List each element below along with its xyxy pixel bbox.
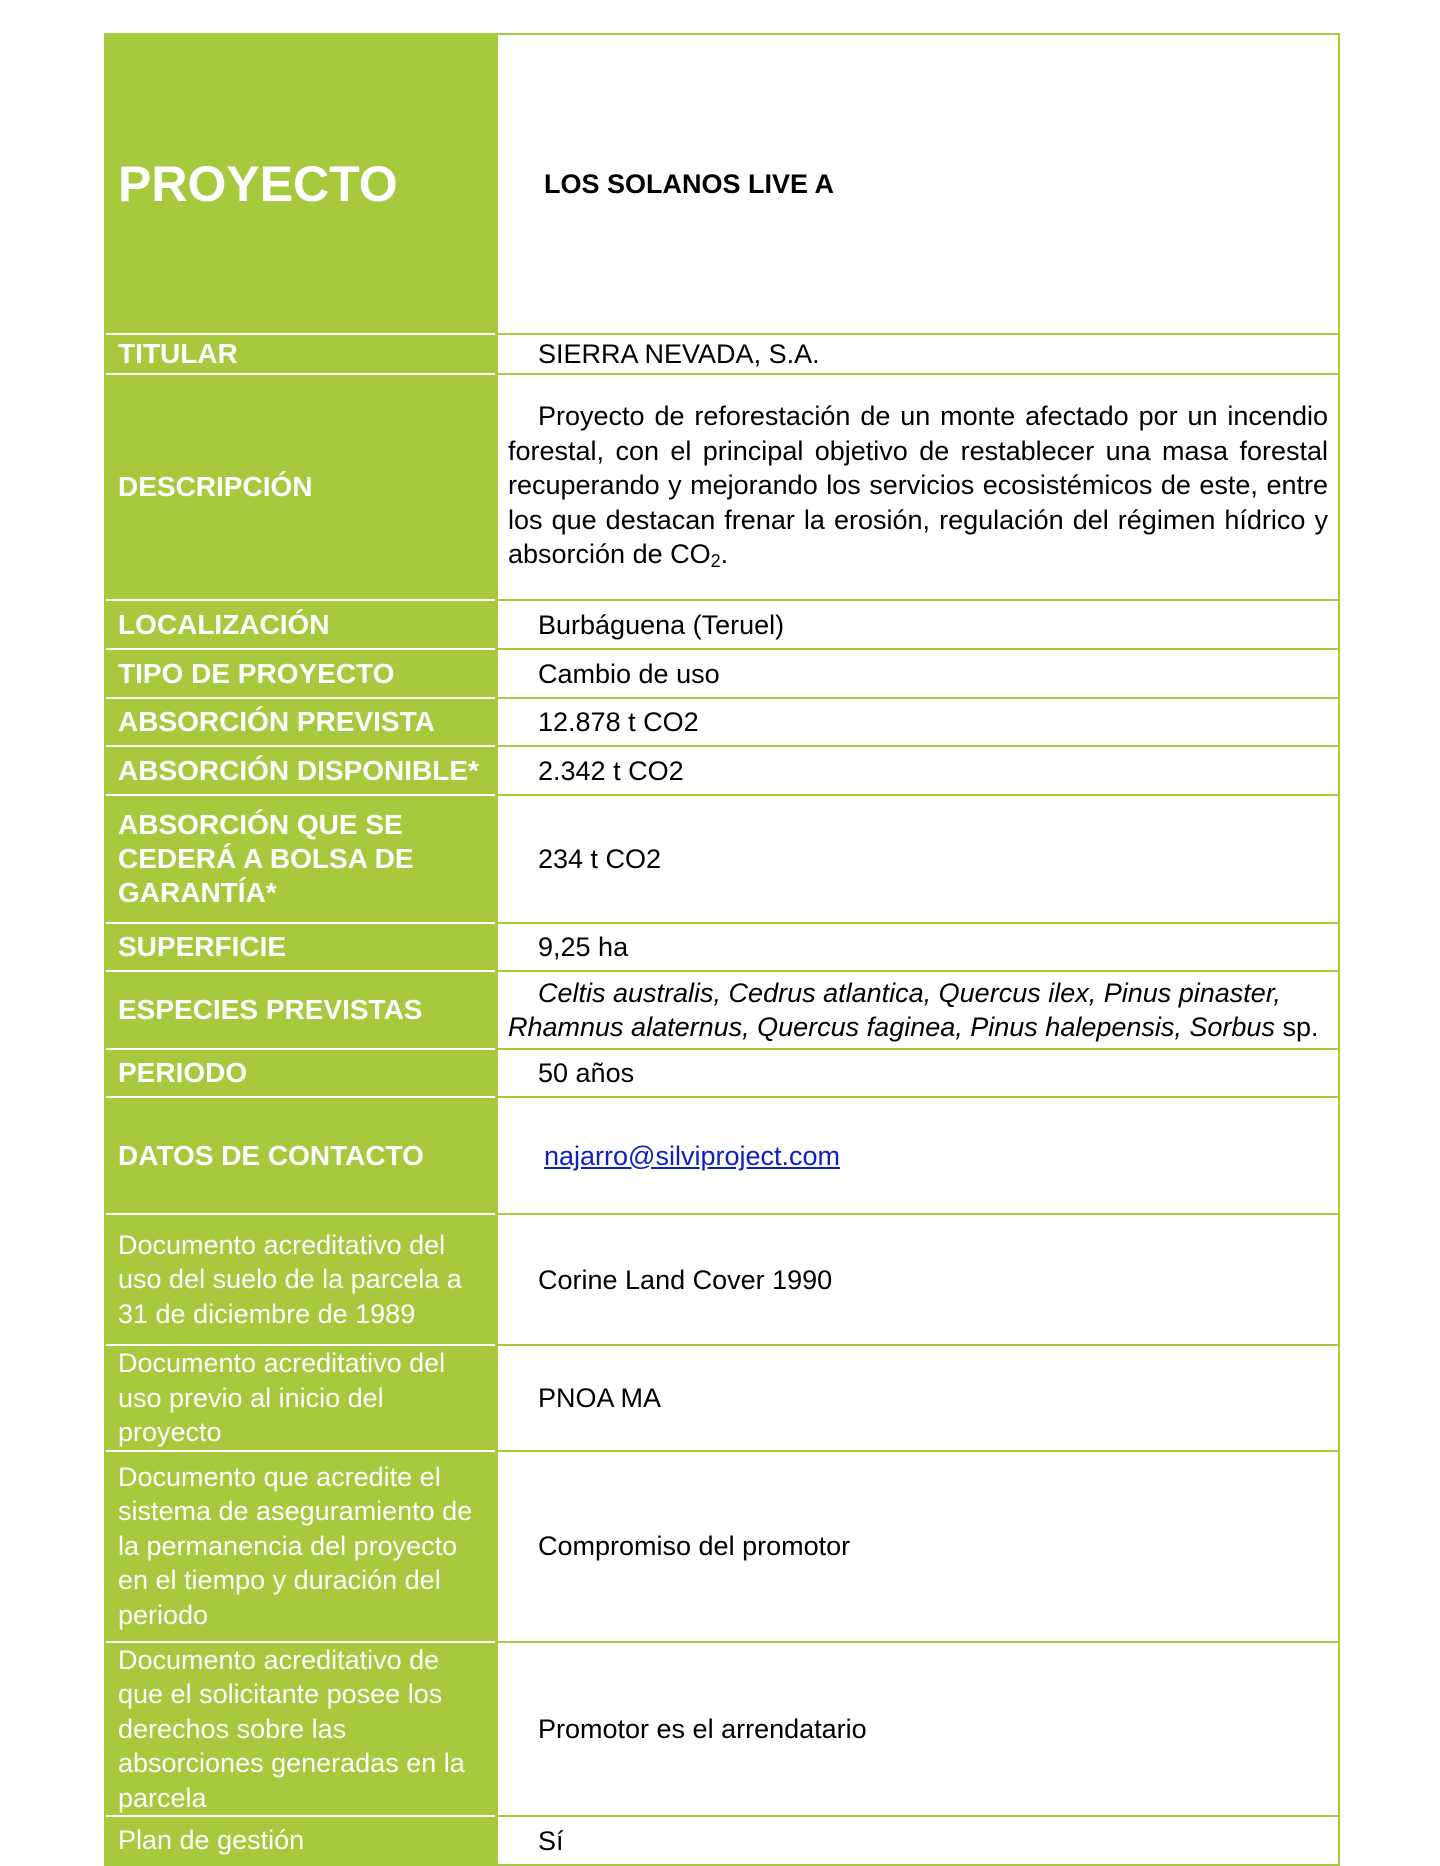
plan-gestion-label: Plan de gestión [106, 1816, 497, 1864]
row-localizacion [106, 600, 1338, 649]
doc-permanencia-value: Compromiso del promotor [497, 1451, 1339, 1642]
contacto-label: DATOS DE CONTACTO [106, 1097, 497, 1214]
periodo-value: 50 años [497, 1049, 1339, 1097]
doc-uso-1989-label: Documento acreditativo del uso del suelo de la parcela a 31 de diciembre de 1989 [106, 1214, 497, 1345]
row-contacto [106, 1097, 1338, 1214]
localizacion-value: Burbáguena (Teruel) [497, 600, 1339, 649]
titular-value: SIERRA NEVADA, S.A. [497, 334, 1339, 374]
especies-label: ESPECIES PREVISTAS [106, 971, 497, 1049]
doc-derechos-value: Promotor es el arrendatario [497, 1642, 1339, 1817]
descripcion-label: DESCRIPCIÓN [106, 374, 497, 600]
row-doc-uso-1989 [106, 1214, 1338, 1345]
absorcion-prevista-label: ABSORCIÓN PREVISTA [106, 698, 497, 746]
absorcion-prevista-value: 12.878 t CO2 [497, 698, 1339, 746]
plan-gestion-value: Sí [497, 1816, 1339, 1864]
especies-suffix: sp. [1274, 1012, 1319, 1042]
row-plan-gestion [106, 1816, 1338, 1864]
absorcion-bolsa-label: ABSORCIÓN QUE SE CEDERÁ A BOLSA DE GARANTÍA* [106, 795, 497, 923]
project-sheet [104, 33, 1340, 1866]
descripcion-end: . [720, 539, 729, 570]
contact-email-link[interactable]: najarro@silviproject.com [544, 1140, 840, 1171]
doc-permanencia-label: Documento que acredite el sistema de aseguramiento de la permanencia del proyecto en el tiempo y duración del periodo [106, 1451, 497, 1642]
absorcion-disponible-value: 2.342 t CO2 [497, 746, 1339, 795]
row-descripcion [106, 374, 1338, 600]
row-periodo [106, 1049, 1338, 1097]
doc-uso-previo-value: PNOA MA [497, 1345, 1339, 1451]
tipo-value: Cambio de uso [497, 649, 1339, 698]
periodo-label: PERIODO [106, 1049, 497, 1097]
doc-uso-1989-value: Corine Land Cover 1990 [497, 1214, 1339, 1345]
row-doc-permanencia [106, 1451, 1338, 1642]
row-proyecto [106, 35, 1338, 334]
row-especies [106, 971, 1338, 1049]
superficie-label: SUPERFICIE [106, 923, 497, 971]
proyecto-value: LOS SOLANOS LIVE A [497, 35, 1339, 334]
absorcion-disponible-label: ABSORCIÓN DISPONIBLE* [106, 746, 497, 795]
row-doc-uso-previo [106, 1345, 1338, 1451]
descripcion-text: Proyecto de reforestación de un monte afectado por un incendio forestal, con el principal objetivo de restablecer una masa forestal recuperando y mejorando los servicios ecosistémicos de este, entre los que destacan frenar la erosión, regulación del régimen hídrico y absorción de CO [508, 401, 1328, 570]
row-tipo [106, 649, 1338, 698]
doc-uso-previo-label: Documento acreditativo del uso previo al inicio del proyecto [106, 1345, 497, 1451]
contacto-value [497, 1097, 1339, 1214]
localizacion-label: LOCALIZACIÓN [106, 600, 497, 649]
row-doc-derechos [106, 1642, 1338, 1817]
project-table [106, 35, 1338, 1864]
descripcion-value [497, 374, 1339, 600]
absorcion-bolsa-value: 234 t CO2 [497, 795, 1339, 923]
especies-value [497, 971, 1339, 1049]
row-absorcion-disponible [106, 746, 1338, 795]
titular-label: TITULAR [106, 334, 497, 374]
row-absorcion-bolsa [106, 795, 1338, 923]
proyecto-label: PROYECTO [106, 35, 497, 334]
row-absorcion-prevista [106, 698, 1338, 746]
tipo-label: TIPO DE PROYECTO [106, 649, 497, 698]
co2-subscript: 2 [710, 551, 721, 572]
row-titular [106, 334, 1338, 374]
doc-derechos-label: Documento acreditativo de que el solicitante posee los derechos sobre las absorciones generadas en la parcela [106, 1642, 497, 1817]
row-superficie [106, 923, 1338, 971]
superficie-value: 9,25 ha [497, 923, 1339, 971]
especies-names: Celtis australis, Cedrus atlantica, Quercus ilex, Pinus pinaster, Rhamnus alaternus, Quercus faginea, Pinus halepensis, Sorbus [508, 977, 1281, 1042]
